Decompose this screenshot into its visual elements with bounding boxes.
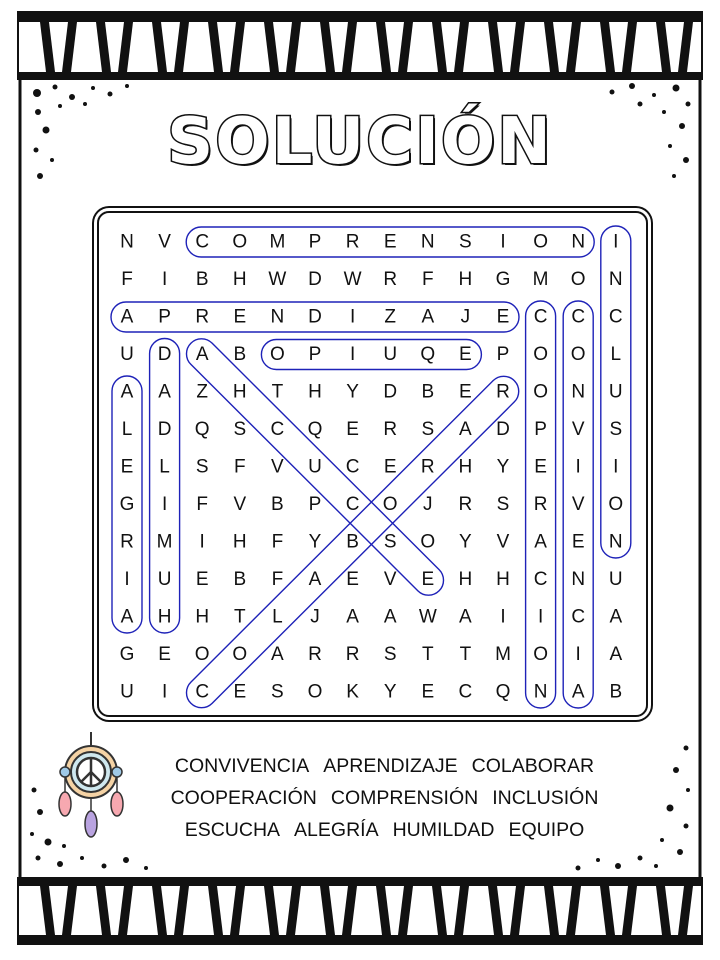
word-item: COMPRENSIÓN [330,787,479,809]
grid-letter: D [496,419,510,440]
grid-letter: I [575,644,581,665]
grid-letter: C [270,419,285,440]
grid-letter: E [571,531,585,553]
grid-letter: O [533,644,548,665]
grid-letter: D [308,306,322,328]
grid-letter: H [232,531,247,553]
grid-letter: M [156,531,173,553]
grid-letter: A [158,381,171,403]
grid-letter: Q [420,344,436,365]
grid-letter: P [308,344,322,365]
word-item: COOPERACIÓN [170,787,317,809]
grid-letter: O [570,344,586,365]
grid-letter: O [533,231,548,253]
grid-letter: C [195,681,210,703]
grid-letter: B [233,344,247,365]
grid-letter: T [233,606,246,628]
grid-letter: D [157,344,172,365]
grid-letter: H [458,456,473,478]
grid-letter: A [459,606,472,628]
grid-letter: F [196,494,209,515]
grid-letter: F [233,456,246,478]
grid-letter: B [609,681,623,703]
grid-letter: U [383,344,398,365]
grid-letter: I [161,494,168,515]
grid-letter: N [420,231,435,253]
grid-letter: P [534,419,547,440]
grid-letter: E [346,569,359,590]
grid-letter: L [121,419,133,440]
word-item: EQUIPO [508,819,585,841]
grid-letter: N [571,569,586,590]
grid-letter: P [158,306,171,328]
grid-letter: F [271,569,284,590]
grid-letter: B [421,381,435,403]
grid-letter: T [271,381,284,403]
grid-letter: P [496,344,510,365]
grid-letter: S [496,494,510,515]
grid-letter: R [458,494,473,515]
grid-letter: I [349,344,356,365]
grid-letter: W [343,269,362,290]
grid-letter: W [268,269,287,290]
grid-letter: H [496,569,510,590]
grid-letter: A [308,569,322,590]
grid-letter: I [161,681,168,703]
grid-letter: R [533,494,548,515]
grid-letter: O [232,231,248,253]
grid-letter: A [120,306,134,328]
grid-letter: E [459,344,472,365]
grid-letter: H [157,606,172,628]
grid-letter: I [575,456,581,478]
grid-letter: D [308,269,322,290]
grid-letter: V [271,456,284,478]
grid-letter: Y [496,456,510,478]
grid-letter: U [120,681,134,703]
grid-letter: A [421,306,435,328]
grid-letter: A [120,606,134,628]
grid-letter: A [459,419,472,440]
grid-letter: C [571,306,586,328]
grid-letter: O [533,381,548,403]
grid-letter: I [537,606,544,628]
grid-letter: N [120,231,134,253]
grid-letter: H [308,381,322,403]
grid-letter: S [233,419,247,440]
grid-letter: D [157,419,172,440]
grid-letter: N [571,381,586,403]
word-list [132,750,637,846]
grid-letter: M [269,231,286,253]
grid-letter: F [121,269,133,290]
grid-letter: I [199,531,205,553]
grid-letter: I [500,606,506,628]
grid-letter: C [345,456,360,478]
grid-letter: F [421,269,434,290]
grid-letter: A [346,606,359,628]
grid-letter: S [383,531,397,553]
grid-letter: E [195,569,209,590]
grid-letter: E [534,456,547,478]
grid-letter: Q [495,681,511,703]
grid-letter: E [120,456,134,478]
grid-letter: R [120,531,134,553]
grid-letter: U [608,381,623,403]
word-list-row [132,782,637,814]
dreamcatcher-peace-icon [46,732,136,852]
grid-letter: C [533,306,548,328]
grid-letter: U [308,456,322,478]
word-item: INCLUSIÓN [492,787,599,809]
grid-letter: R [383,269,398,290]
grid-letter: O [232,644,248,665]
grid-letter: E [421,681,435,703]
grid-letter: A [534,531,547,553]
grid-letter: U [608,569,623,590]
grid-letter: A [571,681,585,703]
grid-letter: H [458,269,473,290]
grid-letter: I [613,231,619,253]
grid-letter: E [346,419,359,440]
grid-letter: E [421,569,435,590]
grid-letter: Y [459,531,472,553]
grid-letter: R [383,419,398,440]
grid-letter: O [608,494,624,515]
grid-letter: E [383,456,397,478]
page-title: SOLUCIÓN [167,105,553,179]
word-item: APRENDIZAJE [323,755,458,777]
grid-letter: E [233,681,247,703]
grid-letter: N [571,231,586,253]
grid-letter: S [195,456,209,478]
grid-letter: Z [196,381,209,403]
grid-letter: P [308,494,322,515]
grid-letter: O [420,531,436,553]
word-item: ESCUCHA [184,819,281,841]
grid-letter: J [460,306,471,328]
grid-letter: R [420,456,435,478]
grid-letter: F [271,531,284,553]
grid-letter: A [195,344,209,365]
grid-letter: R [496,381,510,403]
word-list-row [132,814,637,846]
grid-letter: M [532,269,549,290]
grid-letter: D [383,381,398,403]
grid-letter: I [349,306,356,328]
grid-letter: N [533,681,548,703]
grid-letter: I [500,231,506,253]
grid-letter: S [421,419,435,440]
grid-letter: I [161,269,168,290]
grid-letter: R [195,306,210,328]
grid-letter: W [418,606,437,628]
grid-letter: R [345,644,360,665]
grid-letter: O [194,644,210,665]
solution-highlight [261,340,481,370]
grid-letter: O [307,681,323,703]
word-item: CONVIVENCIA [174,755,310,777]
grid-letter: N [608,531,623,553]
word-item: COLABORAR [471,755,595,777]
grid-letter: V [571,494,585,515]
grid-letter: H [232,381,247,403]
grid-letter: L [159,456,170,478]
grid-letter: H [195,606,210,628]
grid-letter: V [571,419,585,440]
grid-letter: H [458,569,473,590]
grid-letter: O [382,494,398,515]
grid-letter: G [119,494,135,515]
grid-letter: Y [308,531,322,553]
grid-letter: C [458,681,473,703]
grid-letter: P [308,231,322,253]
grid-letter: B [346,531,359,553]
grid-letter: E [233,306,247,328]
grid-letter: K [346,681,359,703]
word-item: HUMILDAD [392,819,495,841]
grid-letter: A [271,644,284,665]
grid-letter: U [157,569,172,590]
grid-letter: O [570,269,586,290]
grid-letter: O [270,344,285,365]
grid-letter: E [459,381,472,403]
grid-letter: B [271,494,284,515]
grid-letter: I [613,456,619,478]
grid-letter: N [270,306,285,328]
grid-letter: C [608,306,623,328]
grid-letter: R [345,231,360,253]
grid-letter: H [232,269,247,290]
grid-letter: B [195,269,209,290]
grid-letter: G [119,644,135,665]
grid-letter: O [533,344,548,365]
grid-letter: M [495,644,511,665]
grid-letter: R [308,644,322,665]
grid-letter: T [459,644,472,665]
grid-letter: E [158,644,171,665]
word-list-row [132,750,637,782]
grid-letter: C [571,606,586,628]
grid-letter: V [233,494,247,515]
grid-letter: J [423,494,433,515]
grid-letter: A [609,606,623,628]
grid-letter: A [609,644,623,665]
grid-letter: B [233,569,247,590]
grid-letter: L [610,344,622,365]
grid-letter: U [120,344,134,365]
grid-letter: C [533,569,548,590]
grid-letter: A [120,381,134,403]
grid-letter: E [383,231,397,253]
grid-letter: T [421,644,434,665]
grid-letter: S [609,419,623,440]
grid-letter: Y [346,381,359,403]
grid-letter: S [383,644,397,665]
grid-letter: Z [384,306,397,328]
grid-letter: E [496,306,510,328]
grid-letter: N [608,269,623,290]
grid-letter: S [459,231,472,253]
grid-letter: V [496,531,510,553]
grid-letter: V [383,569,397,590]
grid-letter: Q [307,419,323,440]
grid-letter: S [271,681,284,703]
grid-letter: G [495,269,511,290]
word-item: ALEGRÍA [294,819,379,841]
grid-letter: J [310,606,320,628]
grid-letter: C [195,231,210,253]
grid-letter: Q [194,419,210,440]
grid-letter: L [272,606,283,628]
solution-highlights [111,226,631,714]
grid-letter: V [158,231,171,253]
grid-letter: C [345,494,360,515]
grid-letter: I [124,569,130,590]
grid-letter: A [383,606,397,628]
grid-letter: Y [383,681,397,703]
